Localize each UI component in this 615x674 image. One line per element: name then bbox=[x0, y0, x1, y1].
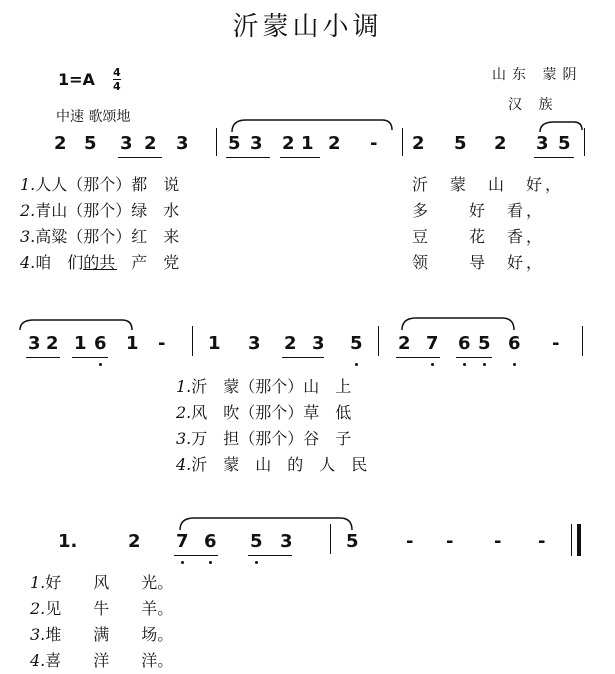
verse-text: 喜 洋 洋。 bbox=[45, 651, 174, 670]
verse-text-right: 领 导 好， bbox=[412, 253, 546, 272]
note: 1 bbox=[208, 333, 221, 354]
verse-number: 4. bbox=[176, 455, 192, 474]
note: 2 bbox=[144, 133, 157, 154]
note: 5 bbox=[84, 133, 97, 154]
note: 1 bbox=[126, 333, 139, 354]
slur bbox=[232, 120, 392, 132]
note: 1 bbox=[301, 133, 314, 154]
note: 5 bbox=[558, 133, 571, 154]
time-signature-bottom: 4 bbox=[113, 80, 121, 93]
note: 5 bbox=[250, 531, 263, 552]
tempo-marking: 中速 歌颂地 bbox=[56, 109, 131, 125]
note: 5 bbox=[228, 133, 241, 154]
note: 2 bbox=[494, 133, 507, 154]
slur bbox=[20, 320, 132, 330]
note: 3 bbox=[120, 133, 133, 154]
note: 3 bbox=[28, 333, 41, 354]
note: 2 bbox=[412, 133, 425, 154]
verse-text-right: 豆 花 香， bbox=[412, 227, 546, 246]
verse-text: 见 牛 羊。 bbox=[45, 599, 174, 618]
note: 6 bbox=[94, 333, 107, 354]
note-dash: - bbox=[538, 531, 546, 552]
note: 2 bbox=[284, 333, 297, 354]
note-dash: - bbox=[446, 531, 454, 552]
slur bbox=[402, 318, 514, 330]
note-dash: - bbox=[158, 333, 166, 354]
verse-text: 万 担（那个）谷 子 bbox=[191, 429, 352, 448]
verse-text: 沂 蒙 山 的 人 民 bbox=[191, 455, 368, 474]
verse-text: 沂 蒙（那个）山 上 bbox=[191, 377, 352, 396]
note-dash: - bbox=[370, 133, 378, 154]
note: 2 bbox=[328, 133, 341, 154]
verse-text: 好 风 光。 bbox=[45, 573, 174, 592]
verse-number: 1. bbox=[20, 175, 36, 194]
note-dash: - bbox=[406, 531, 414, 552]
note: 6 bbox=[204, 531, 217, 552]
verse-text: 堆 满 场。 bbox=[45, 625, 174, 644]
verse-text-right: 沂 蒙 山 好， bbox=[412, 175, 565, 194]
note: 5 bbox=[478, 333, 491, 354]
note: 2 bbox=[54, 133, 67, 154]
note: 1. bbox=[58, 531, 78, 552]
key-signature: 1=A bbox=[58, 70, 95, 89]
verse-number: 4. bbox=[20, 253, 36, 272]
note: 6 bbox=[508, 333, 521, 354]
note: 5 bbox=[346, 531, 359, 552]
verse-number: 1. bbox=[176, 377, 192, 396]
slur bbox=[540, 122, 582, 132]
note: 3 bbox=[176, 133, 189, 154]
verse-text: 青山（那个）绿 水 bbox=[35, 201, 180, 220]
verse-text: 人人（那个）都 说 bbox=[35, 175, 180, 194]
note: 3 bbox=[536, 133, 549, 154]
note: 3 bbox=[248, 333, 261, 354]
note: 3 bbox=[250, 133, 263, 154]
verse-number: 2. bbox=[176, 403, 192, 422]
note: 1 bbox=[74, 333, 87, 354]
verse-number: 2. bbox=[30, 599, 46, 618]
note: 2 bbox=[128, 531, 141, 552]
note: 5 bbox=[454, 133, 467, 154]
verse-number: 2. bbox=[20, 201, 36, 220]
verse-number: 1. bbox=[30, 573, 46, 592]
credit-ethnicity: 汉 族 bbox=[508, 97, 559, 113]
verse-text-right: 多 好 看， bbox=[412, 201, 546, 220]
note: 6 bbox=[458, 333, 471, 354]
slur bbox=[180, 518, 352, 530]
note: 2 bbox=[398, 333, 411, 354]
note: 7 bbox=[176, 531, 189, 552]
verse-number: 3. bbox=[176, 429, 192, 448]
note: 3 bbox=[312, 333, 325, 354]
verse-text: 高粱（那个）红 来 bbox=[35, 227, 180, 246]
note: 2 bbox=[282, 133, 295, 154]
time-signature-top: 4 bbox=[113, 66, 121, 79]
credit-origin: 山东 蒙阴 bbox=[492, 67, 583, 83]
verse-number: 4. bbox=[30, 651, 46, 670]
verse-text: 风 吹（那个）草 低 bbox=[191, 403, 352, 422]
note: 2 bbox=[46, 333, 59, 354]
note: 7 bbox=[426, 333, 439, 354]
verse-number: 3. bbox=[20, 227, 36, 246]
note-dash: - bbox=[552, 333, 560, 354]
note-dash: - bbox=[494, 531, 502, 552]
verse-number: 3. bbox=[30, 625, 46, 644]
note: 3 bbox=[280, 531, 293, 552]
song-title: 沂蒙山小调 bbox=[232, 12, 383, 42]
note: 5 bbox=[350, 333, 363, 354]
verse-text: 咱 们的共 产 党 bbox=[35, 253, 180, 272]
